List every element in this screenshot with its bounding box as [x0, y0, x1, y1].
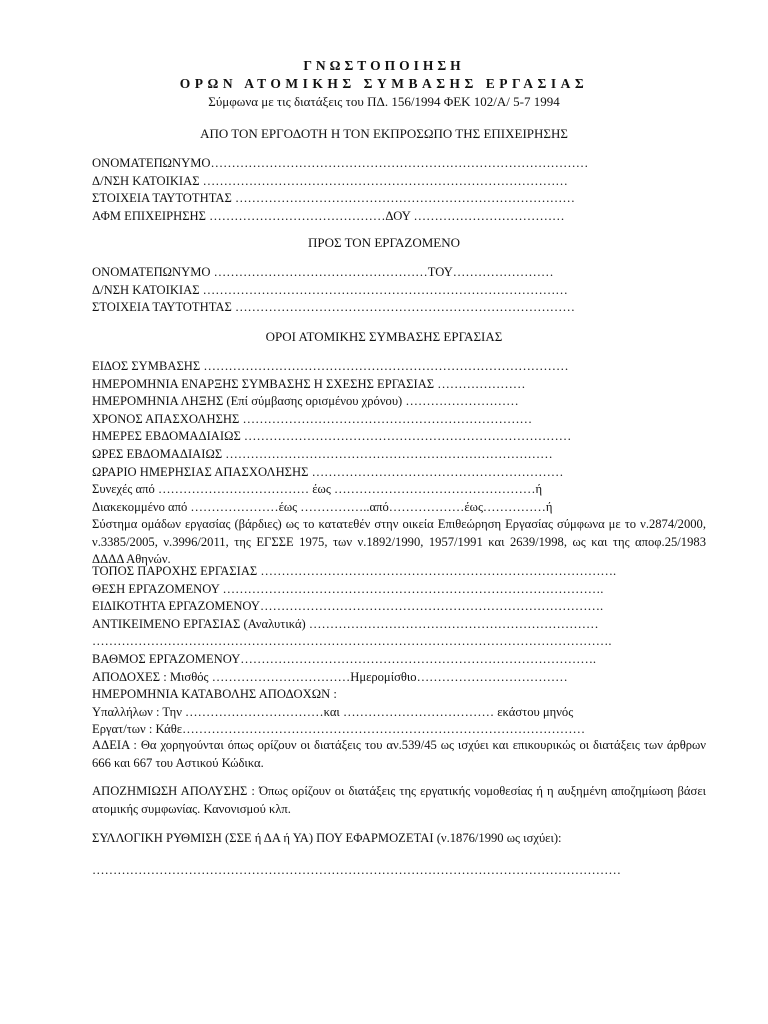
payment-date-heading: ΗΜΕΡΟΜΗΝΙΑ ΚΑΤΑΒΟΛΗΣ ΑΠΟΔΟΧΩΝ :	[92, 687, 337, 702]
employer-fields	[92, 155, 722, 225]
employer-id-field: ΣΤΟΙΧΕΙΑ ΤΑΥΤΟΤΗΤΑΣ ………………………………………………………………………	[92, 191, 575, 206]
employee-payment-field: Υπαλλήλων : Την ……………………………και ……………………………… εκάστου μηνός	[92, 704, 574, 719]
work-fields	[92, 563, 722, 739]
weekly-hours-field: ΩΡΕΣ ΕΒΔΟΜΑΔΙΑΙΩΣ ……………………………………………………………………	[92, 446, 553, 461]
employer-afm-field: ΑΦΜ ΕΠΙΧΕΙΡΗΣΗΣ ……………………………………ΔΟΥ ………………………………	[92, 208, 565, 223]
terms-heading: ΟΡΟΙ ΑΤΟΜΙΚΗΣ ΣΥΜΒΑΣΗΣ ΕΡΓΑΣΙΑΣ	[265, 329, 503, 344]
employee-address-field: Δ/ΝΣΗ ΚΑΤΟΙΚΙΑΣ ……………………………………………………………………………	[92, 282, 568, 297]
severance-paragraph: ΑΠΟΖΗΜΙΩΣΗ ΑΠΟΛΥΣΗΣ : Όπως ορίζουν οι διατάξεις της εργατικής νομοθεσίας ή η αυξημένη αποζημίωση βάσει ατομικής συμφωνίας. Κανονισμού κλπ.	[92, 784, 706, 816]
employee-id-field: ΣΤΟΙΧΕΙΑ ΤΑΥΤΟΤΗΤΑΣ ………………………………………………………………………	[92, 300, 575, 315]
employee-fields	[92, 264, 722, 317]
employer-heading: ΑΠΟ ΤΟΝ ΕΡΓΟΔΟΤΗ Η ΤΟΝ ΕΚΠΡΟΣΩΠΟ ΤΗΣ ΕΠΙΧΕΙΡΗΣΗΣ	[200, 126, 568, 141]
employment-time-field: ΧΡΟΝΟΣ ΑΠΑΣΧΟΛΗΣΗΣ ……………………………………………………………	[92, 411, 533, 426]
leave-paragraph: ΑΔΕΙΑ : Θα χορηγούνται όπως ορίζουν οι διατάξεις του αν.539/45 ως ισχύει και επικουρικώς οι διατάξεις των άρθρων 666 και 667 του Αστικού Κώδικα.	[92, 738, 706, 770]
contract-type-field: ΕΙΔΟΣ ΣΥΜΒΑΣΗΣ ……………………………………………………………………………	[92, 359, 569, 373]
employee-position-field: ΘΕΣΗ ΕΡΓΑΖΟΜΕΝΟΥ ……………………………………………………………………………….	[92, 581, 604, 596]
shift-system-paragraph: Σύστημα ομάδων εργασίας (βάρδιες) ως το κατατεθέν στην οικεία Επιθεώρηση Εργασίας σύμφωνα με το ν.2874/2000, ν.3385/2005, ν.3996/2011, της ΕΓΣΣΕ 1975, των ν.1892/1990, 1957/1991 και 2639/1998, ως και της αποφ.25/1983 ΔΔΔΔ Αθηνών.	[92, 517, 706, 567]
continuous-schedule-field: Συνεχές από ……………………………… έως …………………………………………ή	[92, 482, 543, 497]
daily-schedule-field: ΩΡΑΡΙΟ ΗΜΕΡΗΣΙΑΣ ΑΠΑΣΧΟΛΗΣΗΣ ……………………………………………………	[92, 464, 564, 479]
work-object-field: ΑΝΤΙΚΕΙΜΕΝΟ ΕΡΓΑΣΙΑΣ (Αναλυτικά) ……………………………………………………………	[92, 616, 599, 631]
document-subtitle-title: ΟΡΩΝ ΑΤΟΜΙΚΗΣ ΣΥΜΒΑΣΗΣ ΕΡΓΑΣΙΑΣ	[179, 76, 589, 91]
employer-name-field: ΟΝΟΜΑΤΕΠΩΝΥΜΟ………………………………………………………………………………	[92, 156, 589, 170]
employee-specialty-field: ΕΙΔΙΚΟΤΗΤΑ ΕΡΓΑΖΟΜΕΝΟΥ……………………………………………………………………….	[92, 599, 604, 614]
start-date-field: ΗΜΕΡΟΜΗΝΙΑ ΕΝΑΡΞΗΣ ΣΥΜΒΑΣΗΣ Η ΣΧΕΣΗΣ ΕΡΓΑΣΙΑΣ …………………	[92, 376, 526, 391]
collective-agreement-paragraph: ΣΥΛΛΟΓΙΚΗ ΡΥΘΜΙΣΗ (ΣΣΕ ή ΔΑ ή ΥΑ) ΠΟΥ ΕΦΑΡΜΟΖΕΤΑΙ (ν.1876/1990 ως ισχύει):	[92, 831, 562, 845]
employee-name-field: ΟΝΟΜΑΤΕΠΩΝΥΜΟ ……………………………………………ΤΟΥ……………………	[92, 265, 554, 279]
worker-payment-field: Εργατ/των : Κάθε……………………………………………………………………………………	[92, 722, 586, 737]
employer-address-field: Δ/ΝΣΗ ΚΑΤΟΙΚΙΑΣ ……………………………………………………………………………	[92, 173, 568, 188]
legal-reference: Σύμφωνα με τις διατάξεις του ΠΔ. 156/1994 ΦΕΚ 102/Α/ 5-7 1994	[208, 94, 560, 109]
split-schedule-field: Διακεκομμένο από …………………έως ……………..από………………έως……………ή	[92, 499, 553, 514]
end-date-field: ΗΜΕΡΟΜΗΝΙΑ ΛΗΞΗΣ (Επί σύμβασης ορισμένου χρόνου) ………………………	[92, 394, 519, 409]
document-title: ΓΝΩΣΤΟΠΟΙΗΣΗ	[303, 58, 465, 73]
collective-agreement-blank-line: ………………………………………………………………………………………………………………	[92, 863, 621, 877]
employee-heading: ΠΡΟΣ ΤΟΝ ΕΡΓΑΖΟΜΕΝΟ	[308, 235, 460, 250]
weekly-days-field: ΗΜΕΡΕΣ ΕΒΔΟΜΑΔΙΑΙΩΣ ……………………………………………………………………	[92, 429, 572, 444]
work-place-field: ΤΟΠΟΣ ΠΑΡΟΧΗΣ ΕΡΓΑΣΙΑΣ ………………………………………………………………………….	[92, 564, 617, 578]
salary-field: ΑΠΟΔΟΧΕΣ : Μισθός ……………………………Ημερομίσθιο………………………………	[92, 669, 568, 684]
employee-grade-field: ΒΑΘΜΟΣ ΕΡΓΑΖΟΜΕΝΟΥ………………………………………………………………………….	[92, 651, 597, 666]
work-object-continuation: …………………………………………………………………………………………………………….	[92, 634, 612, 649]
terms-fields	[92, 358, 722, 516]
